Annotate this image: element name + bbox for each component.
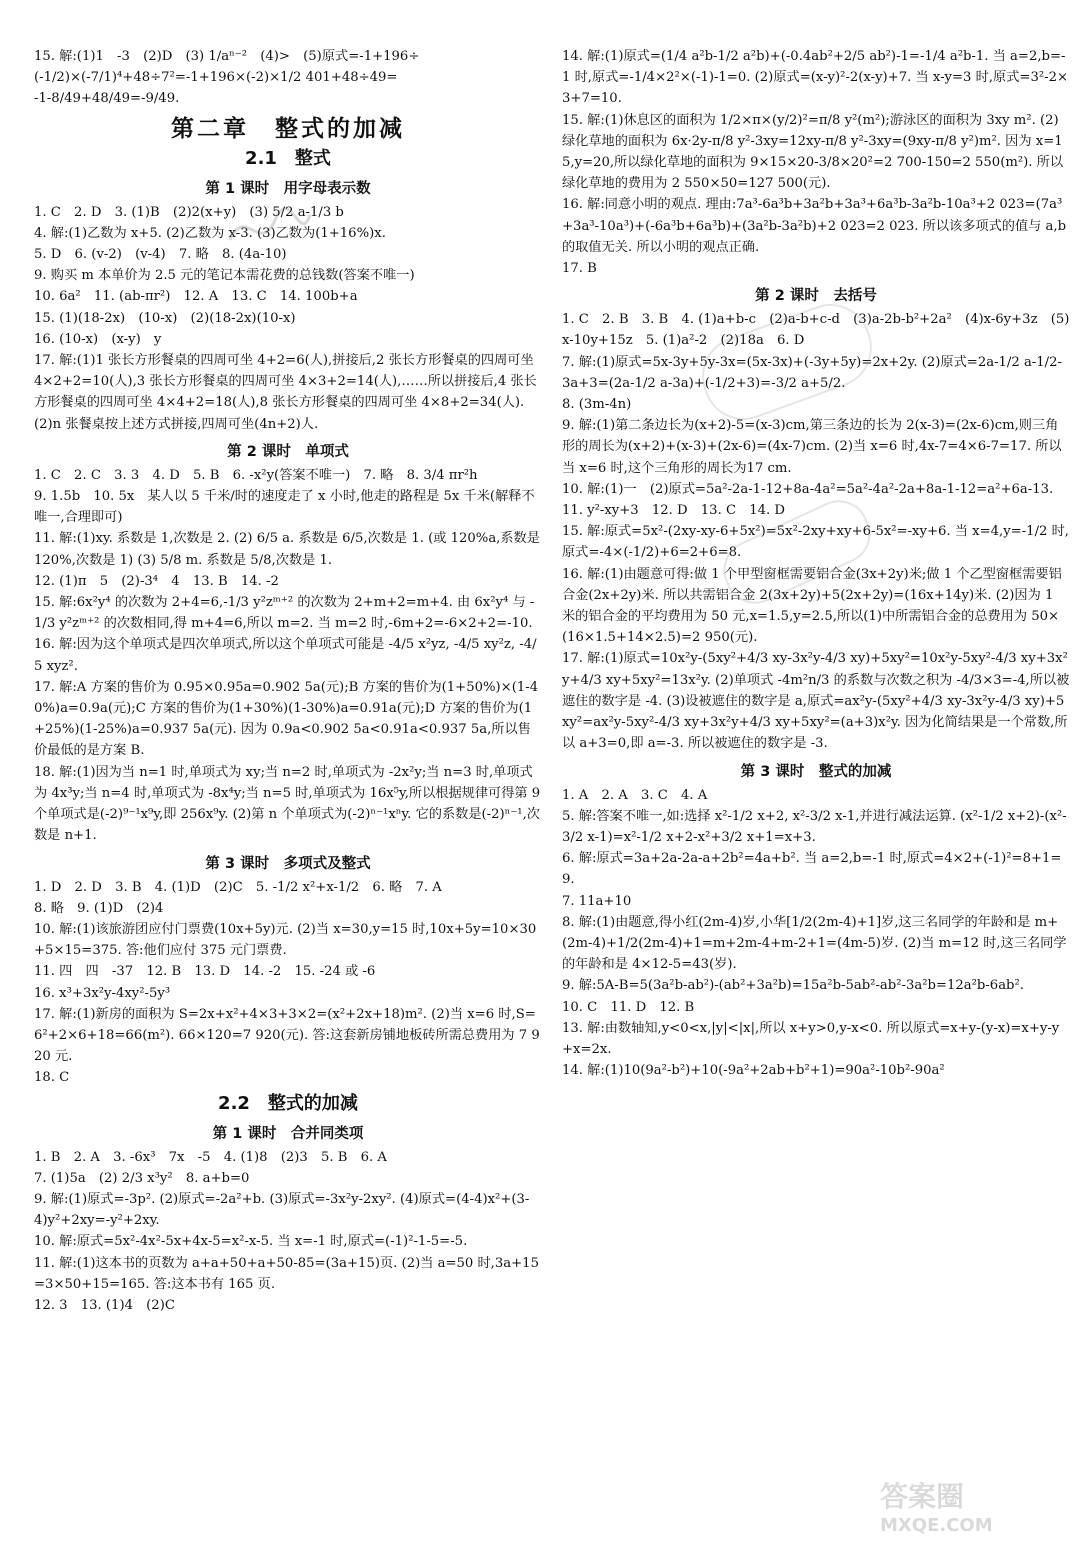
answer-paragraph: 16. (10-x) (x-y) y <box>34 331 162 347</box>
section-heading: 2.2 整式的加减 <box>218 1092 358 1114</box>
answer-paragraph: 17. 解:(1)原式=10x²y-(5xy²+4/3 xy-3x²y-4/3 xy)+5xy²=10x²y-5xy²-4/3 xy+3x²y+4/3 xy+5xy²=13x²y. (2)单项式 -4m²n/3 的系数与次数之积为 -4/3×3=-4,所以被遮住的数字是 -4. (3)设被遮住的数字是 a,原式=ax²y-(5xy²+4/3 xy-3x²y-4/3 xy)+5xy²=ax²y-5xy²-4/3 xy+3x²y+4/3 xy+5xy²=(a+3)x²y. 因为化简结果是一个常数,所以 a+3=0,即 a=-3. 所以被遮住的数字是 -3. <box>562 651 1070 752</box>
lesson-heading: 第 3 课时 多项式及整式 <box>205 855 371 872</box>
answer-paragraph: -1-8/49+48/49=-9/49. <box>34 91 180 107</box>
lesson-heading: 第 2 课时 单项式 <box>227 443 349 460</box>
answer-paragraph: 1. A 2. A 3. C 4. A <box>562 787 708 803</box>
lesson-heading: 第 2 课时 去括号 <box>755 288 877 305</box>
section-heading: 2.1 整式 <box>245 147 331 169</box>
answer-paragraph: 11. 解:(1)xy. 系数是 1,次数是 2. (2) 6/5 a. 系数是 6/5,次数是 1. (或 120%a,系数是 120%,次数是 1) (3) 5/8 m. 系数是 5/8,次数是 1. <box>34 531 540 568</box>
answer-paragraph: 10. 解:(1)一 (2)原式=5a²-2a-1-12+8a-4a²=5a²-4a²-2a+8a-1-12=a²+6a-13. <box>562 481 1054 497</box>
chapter-heading: 第二章 整式的加减 <box>171 115 405 142</box>
answer-paragraph: 9. 解:(1)第二条边长为(x+2)-5=(x-3)cm,第三条边的长为 2(x-3)=(2x-6)cm,则三角形的周长为(x+2)+(x-3)+(2x-6)=(4x-7)cm. (2)当 x=6 时,4x-7=4×6-7=17. 所以当 x=6 时,这个三角形的周长为17 cm. <box>562 418 1062 476</box>
answer-paragraph: 7. 解:(1)原式=5x-3y+5y-3x=(5x-3x)+(-3y+5y)=2x+2y. (2)原式=2a-1/2 a-1/2-3a+3=(2a-1/2 a-3a)+(-1/2+3)=-3/2 a+5/2. <box>562 354 1062 391</box>
answer-paragraph: 18. C <box>34 1070 70 1086</box>
left-column <box>34 46 542 1316</box>
answer-paragraph: 10. C 11. D 12. B <box>562 999 695 1015</box>
answer-paragraph: 15. 解:原式=5x²-(2xy-xy-6+5x²)=5x²-2xy+xy+6-5x²=-xy+6. 当 x=4,y=-1/2 时,原式=-4×(-1/2)+6=2+6=8. <box>562 524 1069 561</box>
answer-paragraph: 14. 解:(1)10(9a²-b²)+10(-9a²+2ab+b²+1)=90a²-10b²-90a² <box>562 1063 945 1079</box>
right-column <box>562 46 1070 1081</box>
answer-paragraph: 5. 解:答案不唯一,如:选择 x²-1/2 x+2, x²-3/2 x-1,并进行减法运算. (x²-1/2 x+2)-(x²-3/2 x-1)=x²-1/2 x+2-x²+3/2 x+1=x+3. <box>562 808 1067 845</box>
lesson-heading: 第 1 课时 合并同类项 <box>212 1125 364 1142</box>
answer-paragraph: 9. 1.5b 10. 5x 某人以 5 千米/时的速度走了 x 小时,他走的路程是 5x 千米(解释不唯一,合理即可) <box>34 489 535 526</box>
answer-paragraph: 16. x³+3x²y-4xy²-5y³ <box>34 985 171 1001</box>
answer-paragraph: 16. 解:因为这个单项式是四次单项式,所以这个单项式可能是 -4/5 x²yz, -4/5 xy²z, -4/5 xyz². <box>34 637 537 674</box>
answer-paragraph: 9. 购买 m 本单价为 2.5 元的笔记本需花费的总钱数(答案不唯一) <box>34 268 415 284</box>
answer-paragraph: 12. (1)π 5 (2)-3⁴ 4 13. B 14. -2 <box>34 573 279 589</box>
answer-paragraph: 17. 解:(1)新房的面积为 S=2x+x²+4×3+3×2=(x²+2x+18)m². (2)当 x=6 时,S=6²+2×6+18=66(m²). 66×120=7 920(元). 答:这套新房铺地板砖所需总费用为 7 920 元. <box>34 1006 540 1065</box>
answer-paragraph: 8. (3m-4n) <box>562 397 632 413</box>
answer-paragraph: 1. D 2. D 3. B 4. (1)D (2)C 5. -1/2 x²+x-1/2 6. 略 7. A <box>34 879 442 895</box>
answer-paragraph: 9. 解:5A-B=5(3a²b-ab²)-(ab²+3a²b)=15a²b-5ab²-ab²-3a²b=12a²b-6ab². <box>562 978 1024 994</box>
site-watermark <box>880 1475 1060 1547</box>
answer-paragraph: 16. 解:同意小明的观点. 理由:7a³-6a³b+3a²b+3a³+6a³b-3a²b-10a³+2 023=(7a³+3a³-10a³)+(-6a³b+6a³b)+(3a²b-3a²b)+2 023=2 023. 所以该多项式的值与 a,b 的取值无关. 所以小明的观点正确. <box>562 197 1067 255</box>
answer-paragraph: 10. 6a² 11. (ab-πr²) 12. A 13. C 14. 100b+a <box>34 289 358 305</box>
answer-paragraph: 10. 解:(1)该旅游团应付门票费(10x+5y)元. (2)当 x=30,y=15 时,10x+5y=10×30+5×15=375. 答:他们应付 375 元门票费. <box>34 921 537 959</box>
answer-paragraph: 15. (1)(18-2x) (10-x) (2)(18-2x)(10-x) <box>34 310 296 326</box>
answer-paragraph: 17. B <box>562 261 597 277</box>
answer-paragraph: 15. 解:(1)休息区的面积为 1/2×π×(y/2)²=π/8 y²(m²);游泳区的面积为 3xy m². (2)绿化草地的面积为 6x·2y-π/8 y²-3xy=12xy-π/8 y²-3xy=(9xy-π/8 y²)m². 因为 x=15,y=20,所以绿化草地的面积为 9×15×20-3/8×20²=2 700-150=2 550(m²). 所以绿化草地的费用为 2 550×50=127 500(元). <box>562 112 1064 192</box>
answer-paragraph: 7. 11a+10 <box>562 893 632 909</box>
answer-paragraph: 11. 解:(1)这本书的页数为 a+a+50+a+50-85=(3a+15)页. (2)当 a=50 时,3a+15=3×50+15=165. 答:这本书有 165 页. <box>34 1255 539 1292</box>
answer-paragraph: 5. D 6. (v-2) (v-4) 7. 略 8. (4a-10) <box>34 247 287 263</box>
answer-paragraph: 1. C 2. D 3. (1)B (2)2(x+y) (3) 5/2 a-1/3 b <box>34 204 344 220</box>
answer-paragraph: (-1/2)×(-7/1)⁴+48÷7²=-1+196×(-2)×1/2 401+48÷49= <box>34 70 398 86</box>
answer-paragraph: 1. C 2. C 3. 3 4. D 5. B 6. -x²y(答案不唯一) 7. 略 8. 3/4 πr²h <box>34 467 478 483</box>
answer-paragraph: 12. 3 13. (1)4 (2)C <box>34 1297 175 1313</box>
answer-paragraph: 6. 解:原式=3a+2a-2a-a+2b²=4a+b². 当 a=2,b=-1 时,原式=4×2+(-1)²=8+1=9. <box>562 851 1062 888</box>
answer-paragraph: 17. 解:(1)1 张长方形餐桌的四周可坐 4+2=6(人),拼接后,2 张长方形餐桌的四周可坐 4×2+2=10(人),3 张长方形餐桌的四周可坐 4×3+2=14(人),……所以拼接后,4 张长方形餐桌的四周可坐 4×4+2=18(人),8 张长方形餐桌的四周可坐 4×8+2=34(人). (2)n 张餐桌按上述方式拼接,四周可坐(4n+2)人. <box>34 353 537 432</box>
answer-paragraph: 1. B 2. A 3. -6x³ 7x -5 4. (1)8 (2)3 5. B 6. A <box>34 1149 387 1165</box>
answer-paragraph: 1. C 2. B 3. B 4. (1)a+b-c (2)a-b+c-d (3)a-2b-b²+2a² (4)x-6y+3z (5)x-10y+15z 5. (1)a²-2 (2)18a 6. D <box>562 312 1070 349</box>
answer-paragraph: 11. 四 四 -37 12. B 13. D 14. -2 15. -24 或 -6 <box>34 964 376 980</box>
answer-paragraph: 11. y²-xy+3 12. D 13. C 14. D <box>562 503 785 519</box>
answer-paragraph: 13. 解:由数轴知,y<0<x,|y|<|x|,所以 x+y>0,y-x<0. 所以原式=x+y-(y-x)=x+y-y+x=2x. <box>562 1020 1060 1057</box>
answer-paragraph: 9. 解:(1)原式=-3p². (2)原式=-2a²+b. (3)原式=-3x²y-2xy². (4)原式=(4-4)x²+(3-4)y²+2xy=-y²+2xy. <box>34 1191 530 1229</box>
answer-paragraph: 15. 解:(1)1 -3 (2)D (3) 1/aⁿ⁻² (4)> (5)原式=-1+196÷ <box>34 49 420 64</box>
answer-paragraph: 14. 解:(1)原式=(1/4 a²b-1/2 a²b)+(-0.4ab²+2/5 ab²)-1=-1/4 a²b-1. 当 a=2,b=-1 时,原式=-1/4×2²×(-1)-1=0. (2)原式=(x-y)²-2(x-y)+7. 当 x-y=3 时,原式=3²-2×3+7=10. <box>562 49 1069 107</box>
answer-paragraph: 17. 解:A 方案的售价为 0.95×0.95a=0.902 5a(元);B 方案的售价为(1+50%)×(1-40%)a=0.9a(元);C 方案的售价为(1+30%)(1-30%)a=0.91a(元);D 方案的售价为(1+25%)(1-25%)a=0.937 5a(元). 因为 0.9a<0.902 5a<0.91a<0.937 5a,所以售价最低的是方案 B. <box>34 679 539 759</box>
answer-paragraph: 8. 略 9. (1)D (2)4 <box>34 900 164 916</box>
answer-paragraph: 15. 解:6x²y⁴ 的次数为 2+4=6,-1/3 y²zᵐ⁺² 的次数为 2+m+2=m+4. 由 6x²y⁴ 与 -1/3 y²zᵐ⁺² 的次数相同,得 m+4=6,所以 m=2. 当 m=2 时,-6m+2=-6×2+2=-10. <box>34 595 535 632</box>
answer-paragraph: 18. 解:(1)因为当 n=1 时,单项式为 xy;当 n=2 时,单项式为 -2x²y;当 n=3 时,单项式为 4x³y;当 n=4 时,单项式为 -8x⁴y;当 n=5 时,单项式为 16x⁵y,所以根据规律可得第 9 个单项式是(-2)⁹⁻¹x⁹y,即 256x⁹y. (2)第 n 个单项式为(-2)ⁿ⁻¹xⁿy. 它的系数是(-2)ⁿ⁻¹,次数是 n+1. <box>34 764 541 844</box>
answer-paragraph: 7. (1)5a (2) 2/3 x³y² 8. a+b=0 <box>34 1170 250 1186</box>
watermark-logo: 答案圈 <box>880 1480 965 1513</box>
answer-paragraph: 8. 解:(1)由题意,得小红(2m-4)岁,小华[1/2(2m-4)+1]岁,这三名同学的年龄和是 m+(2m-4)+1/2(2m-4)+1=m+2m-4+m-2+1=(4m-5)岁. (2)当 m=12 时,这三名同学的年龄和是 4×12-5=43(岁). <box>562 914 1067 973</box>
answer-paragraph: 16. 解:(1)由题意可得:做 1 个甲型窗框需要铝合金(3x+2y)米;做 1 个乙型窗框需要铝合金(2x+2y)米. 所以共需铝合金 2(3x+2y)+5(2x+2y)=(16x+14y)米. (2)因为 1 米的铝合金的平均费用为 50 元,x=1.5,y=2.5,所以(1)中所需铝合金的总费用为 50×(16×1.5+14×2.5)=2 950(元). <box>562 566 1062 646</box>
lesson-heading: 第 3 课时 整式的加减 <box>740 763 892 780</box>
answer-paragraph: 4. 解:(1)乙数为 x+5. (2)乙数为 x-3. (3)乙数为(1+16%)x. <box>34 225 386 241</box>
lesson-heading: 第 1 课时 用字母表示数 <box>205 180 371 197</box>
answer-paragraph: 10. 解:原式=5x²-4x²-5x+4x-5=x²-x-5. 当 x=-1 时,原式=(-1)²-1-5=-5. <box>34 1234 468 1250</box>
watermark-site: MXQE.COM <box>880 1515 993 1536</box>
